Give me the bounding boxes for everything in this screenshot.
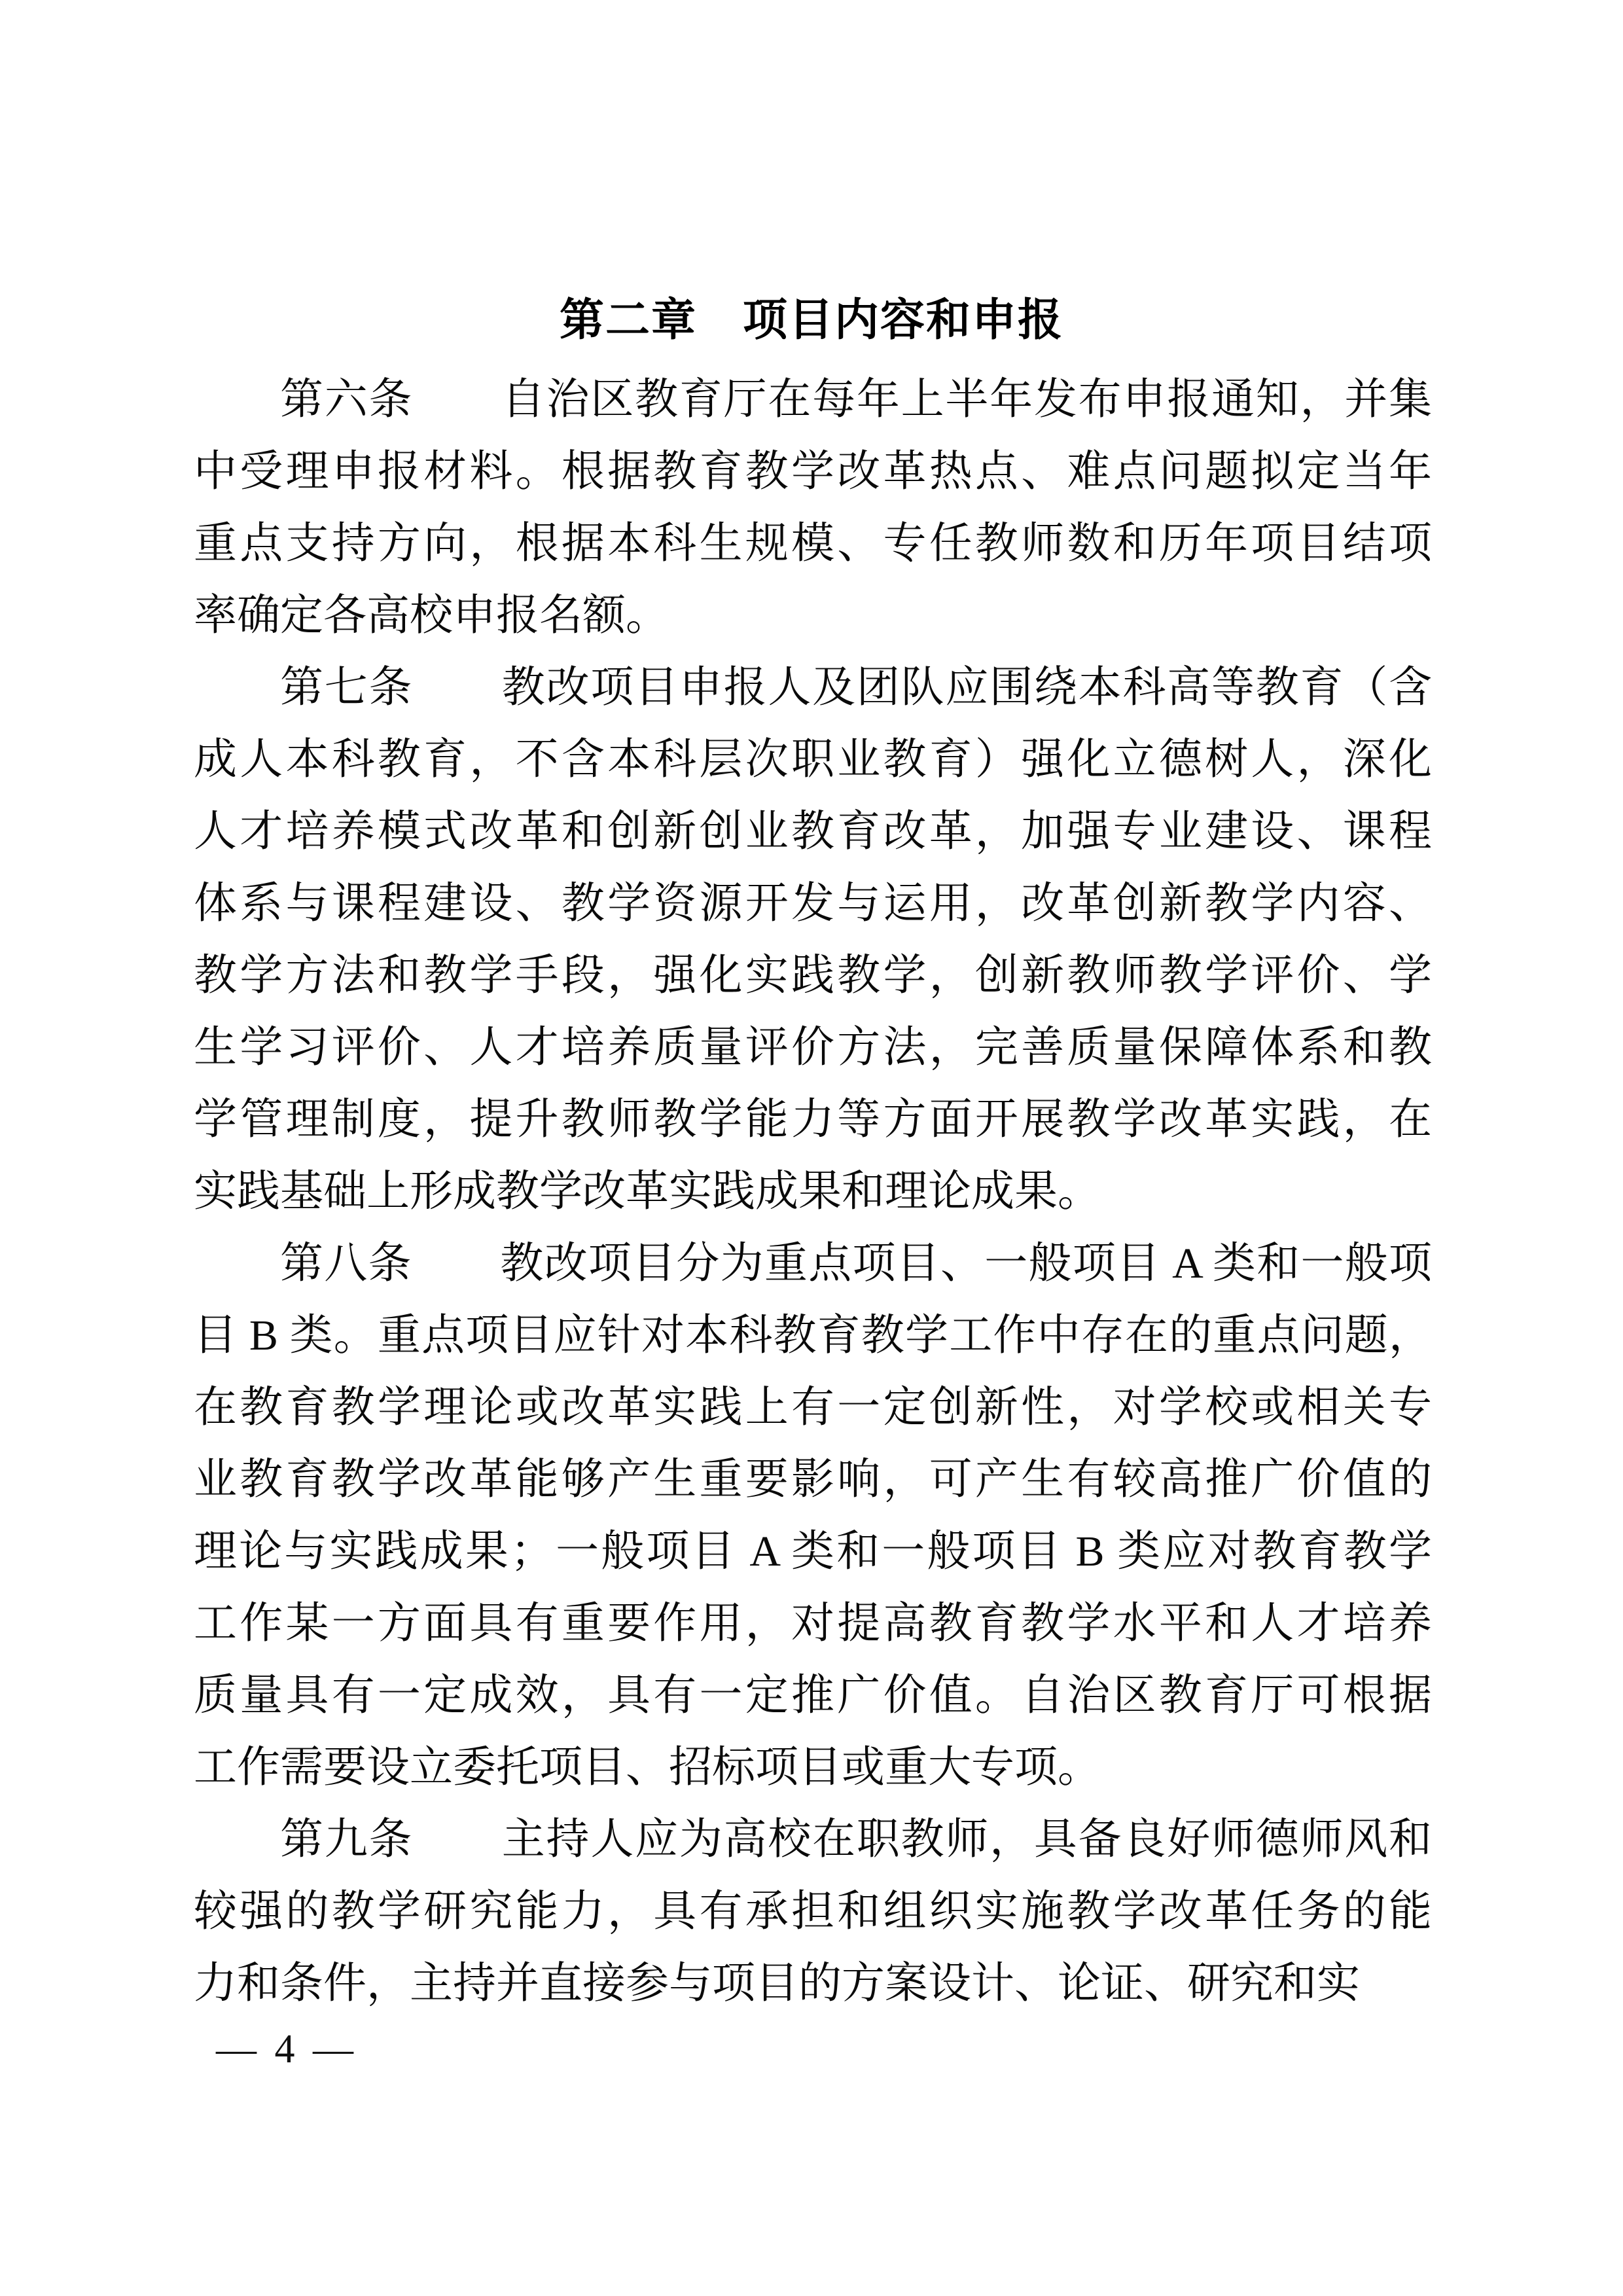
body-line-p2-l8: 实践基础上形成教学改革实践成果和理论成果。 [194, 1168, 1101, 1215]
body-line-p3-l1: 第八条 教改项目分为重点项目、一般项目 A 类和一般项 [280, 1240, 1432, 1287]
body-line-p3-l2: 目 B 类。重点项目应针对本科教育教学工作中存在的重点问题， [194, 1312, 1432, 1359]
page-number: — 4 — [216, 2027, 357, 2072]
body-line-p3-l7: 质量具有一定成效，具有一定推广价值。自治区教育厅可根据 [194, 1672, 1432, 1719]
body-line-p2-l5: 教学方法和教学手段，强化实践教学，创新教师教学评价、学 [194, 952, 1432, 999]
body-line-p3-l5: 理论与实践成果；一般项目 A 类和一般项目 B 类应对教育教学 [194, 1528, 1432, 1575]
body-line-p2-l6: 生学习评价、人才培养质量评价方法，完善质量保障体系和教 [194, 1024, 1432, 1071]
body-line-p3-l3: 在教育教学理论或改革实践上有一定创新性，对学校或相关专 [194, 1384, 1432, 1431]
body-line-p1-l3: 重点支持方向，根据本科生规模、专任教师数和历年项目结项 [194, 520, 1432, 567]
body-line-p4-l1: 第九条 主持人应为高校在职教师，具备良好师德师风和 [280, 1816, 1432, 1863]
body-line-p2-l1: 第七条 教改项目申报人及团队应围绕本科高等教育（含 [280, 664, 1432, 711]
document-body [194, 364, 1432, 2020]
body-line-p1-l1: 第六条 自治区教育厅在每年上半年发布申报通知，并集 [280, 376, 1432, 423]
body-line-p3-l6: 工作某一方面具有重要作用，对提高教育教学水平和人才培养 [194, 1600, 1432, 1647]
body-line-p1-l2: 中受理申报材料。根据教育教学改革热点、难点问题拟定当年 [194, 448, 1432, 495]
body-line-p2-l3: 人才培养模式改革和创新创业教育改革，加强专业建设、课程 [194, 808, 1432, 855]
body-line-p2-l7: 学管理制度，提升教师教学能力等方面开展教学改革实践，在 [194, 1096, 1432, 1143]
body-line-p1-l4: 率确定各高校申报名额。 [194, 592, 669, 639]
body-line-p4-l3: 力和条件，主持并直接参与项目的方案设计、论证、研究和实 [194, 1960, 1360, 2007]
body-line-p4-l2: 较强的教学研究能力，具有承担和组织实施教学改革任务的能 [194, 1888, 1432, 1935]
body-line-p3-l8: 工作需要设立委托项目、招标项目或重大专项。 [194, 1744, 1101, 1791]
chapter-title: 第二章 项目内容和申报 [559, 295, 1063, 345]
body-line-p2-l4: 体系与课程建设、教学资源开发与运用，改革创新教学内容、 [194, 880, 1432, 927]
body-line-p3-l4: 业教育教学改革能够产生重要影响，可产生有较高推广价值的 [194, 1456, 1432, 1503]
body-line-p2-l2: 成人本科教育，不含本科层次职业教育）强化立德树人，深化 [194, 736, 1432, 783]
